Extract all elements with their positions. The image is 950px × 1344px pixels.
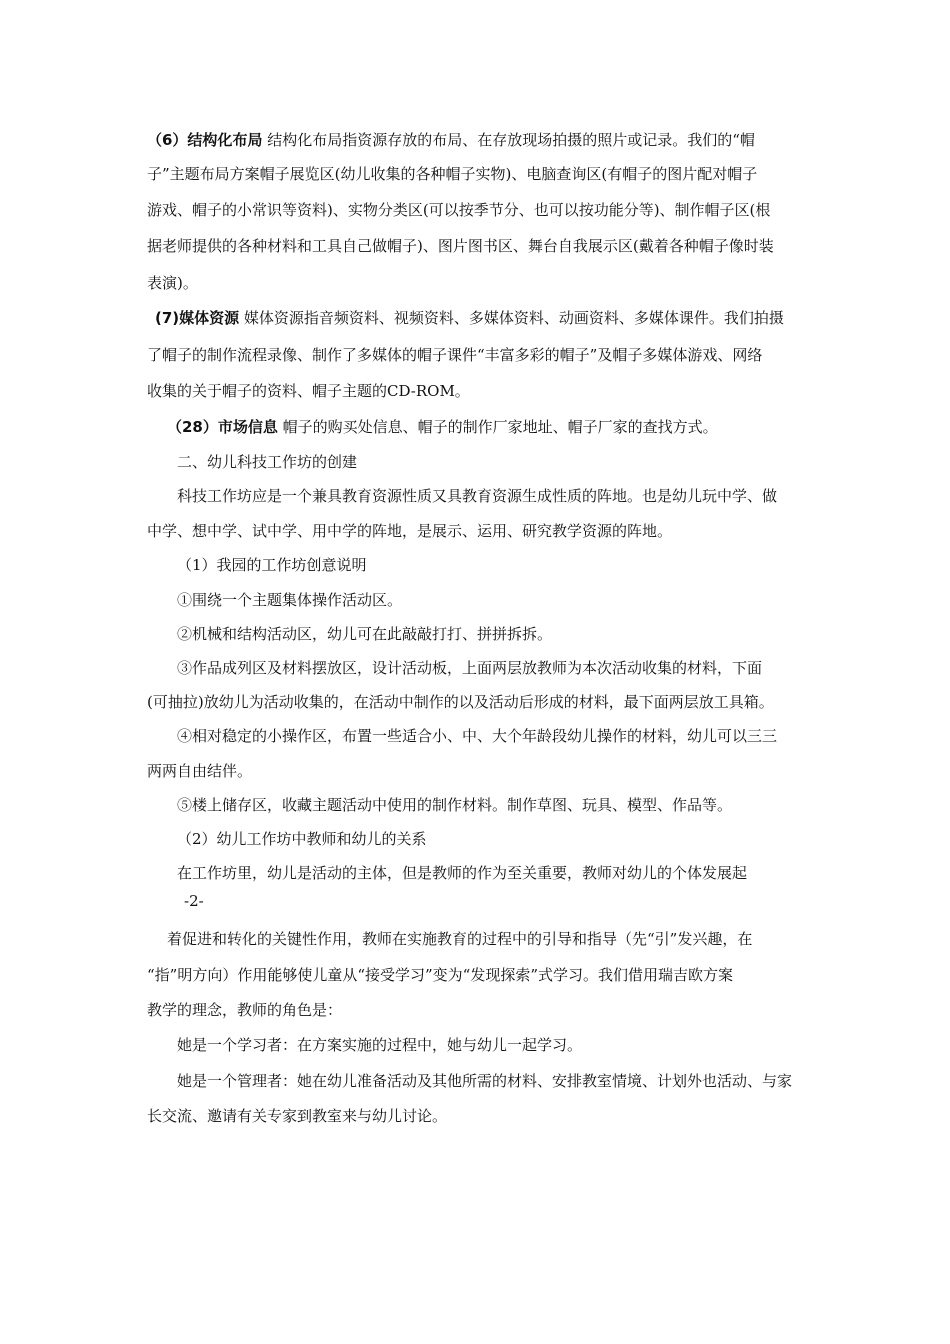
paragraph-line: 着促进和转化的关键性作用，教师在实施教育的过程中的引导和指导（先“引”发兴趣，在 xyxy=(167,930,753,948)
paragraph-line: 教学的理念，教师的角色是： xyxy=(147,1001,343,1019)
paragraph-line: 科技工作坊应是一个兼具教育资源性质又具教育资源生成性质的阵地。也是幼儿玩中学、做 xyxy=(177,487,778,505)
subsection-heading: （2）幼儿工作坊中教师和幼儿的关系 xyxy=(177,830,427,848)
heading-label: （6）结构化布局 xyxy=(147,131,263,149)
paragraph-text: 结构化布局指资源存放的布局、在存放现场拍摄的照片或记录。我们的“帽 xyxy=(262,131,755,149)
paragraph-line: 中学、想中学、试中学、用中学的阵地，是展示、运用、研究教学资源的阵地。 xyxy=(147,522,673,540)
paragraph-line: 她是一个管理者：她在幼儿准备活动及其他所需的材料、安排教室情境、计划外也活动、与家 xyxy=(177,1072,793,1090)
heading-label: （28）市场信息 xyxy=(167,418,278,436)
list-item: ⑤楼上储存区，收藏主题活动中使用的制作材料。制作草图、玩具、模型、作品等。 xyxy=(177,796,733,814)
paragraph-line: 子”主题布局方案帽子展览区(幼儿收集的各种帽子实物)、电脑查询区(有帽子的图片配对帽子 xyxy=(147,165,758,183)
paragraph-line: 两两自由结伴。 xyxy=(147,762,253,780)
paragraph-line: 表演)。 xyxy=(147,274,198,292)
paragraph-text: 帽子的购买处信息、帽子的制作厂家地址、帽子厂家的查找方式。 xyxy=(277,418,718,436)
paragraph-line: 收集的关于帽子的资料、帽子主题的CD-ROM。 xyxy=(147,382,470,400)
subsection-heading: （1）我园的工作坊创意说明 xyxy=(177,556,367,574)
section-heading: 二、幼儿科技工作坊的创建 xyxy=(177,453,358,471)
paragraph-line: (可抽拉)放幼儿为活动收集的，在活动中制作的以及活动后形成的材料，最下面两层放工具箱。 xyxy=(147,693,774,711)
heading-media-resources xyxy=(155,308,784,328)
list-item: ③作品成列区及材料摆放区，设计活动板，上面两层放教师为本次活动收集的材料，下面 xyxy=(177,659,763,677)
paragraph-text: 媒体资源指音频资料、视频资料、多媒体资料、动画资料、多媒体课件。我们拍摄 xyxy=(239,309,784,327)
heading-structured-layout xyxy=(147,130,807,150)
paragraph-line: 游戏、帽子的小常识等资料)、实物分类区(可以按季节分、也可以按功能分等)、制作帽子区(根 xyxy=(147,201,771,219)
paragraph-line: 她是一个学习者：在方案实施的过程中，她与幼儿一起学习。 xyxy=(177,1036,583,1054)
list-item: ①围绕一个主题集体操作活动区。 xyxy=(177,591,403,609)
paragraph-line: 据老师提供的各种材料和工具自己做帽子)、图片图书区、舞台自我展示区(戴着各种帽子像时装 xyxy=(147,237,774,255)
paragraph-line: 长交流、邀请有关专家到教室来与幼儿讨论。 xyxy=(147,1107,448,1125)
paragraph-line: 在工作坊里，幼儿是活动的主体，但是教师的作为至关重要，教师对幼儿的个体发展起 xyxy=(177,864,748,882)
list-item: ②机械和结构活动区，幼儿可在此敲敲打打、拼拼拆拆。 xyxy=(177,625,553,643)
paragraph-line: 了帽子的制作流程录像、制作了多媒体的帽子课件“丰富多彩的帽子”及帽子多媒体游戏、网络 xyxy=(147,346,763,364)
list-item: ④相对稳定的小操作区，布置一些适合小、中、大个年龄段幼儿操作的材料，幼儿可以三三 xyxy=(177,727,778,745)
heading-market-info xyxy=(167,417,718,437)
page-number: -2- xyxy=(184,892,204,910)
heading-label: (7)媒体资源 xyxy=(155,309,240,327)
paragraph-line: “指”明方向）作用能够使儿童从“接受学习”变为“发现探索”式学习。我们借用瑞吉欧方案 xyxy=(147,966,734,984)
